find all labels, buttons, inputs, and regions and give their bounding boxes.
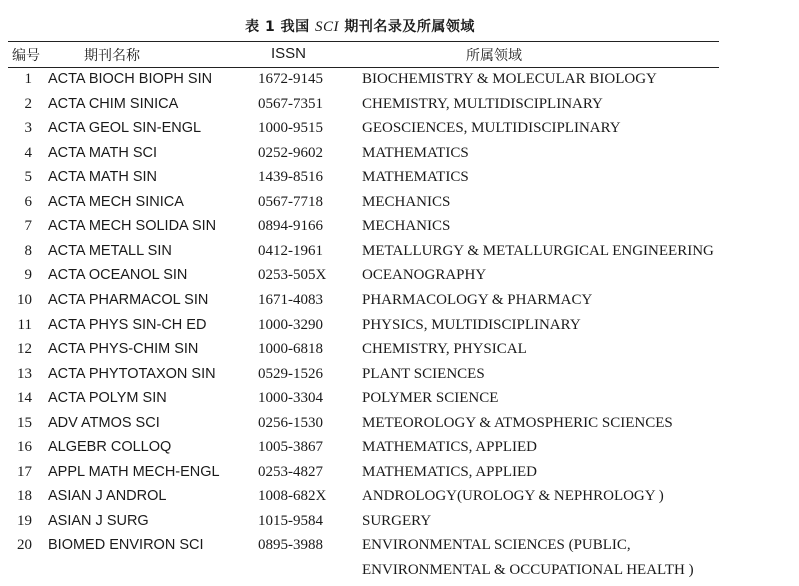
row-issn: 1008-682X bbox=[258, 488, 327, 505]
row-journal-name: ACTA PHYTOTAXON SIN bbox=[48, 365, 216, 382]
row-journal-name: ACTA PHARMACOL SIN bbox=[48, 291, 209, 308]
row-journal-name: ADV ATMOS SCI bbox=[48, 414, 160, 431]
row-field: MATHEMATICS, APPLIED bbox=[362, 463, 538, 480]
caption-prefix: 表 1 我国 bbox=[245, 19, 315, 35]
row-issn: 0529-1526 bbox=[258, 365, 323, 382]
row-issn: 0895-3988 bbox=[258, 537, 323, 554]
row-issn: 0256-1530 bbox=[258, 414, 323, 431]
row-number: 1 bbox=[24, 71, 32, 87]
row-journal-name: ACTA BIOCH BIOPH SIN bbox=[48, 71, 213, 87]
row-number: 3 bbox=[24, 120, 32, 137]
row-journal-name: BIOMED ENVIRON SCI bbox=[48, 537, 204, 554]
row-issn: 1000-3290 bbox=[258, 316, 323, 333]
row-number: 14 bbox=[17, 390, 32, 407]
row-field: ENVIRONMENTAL & OCCUPATIONAL HEALTH ) bbox=[362, 562, 694, 578]
row-journal-name: ACTA OCEANOL SIN bbox=[48, 267, 188, 284]
row-journal-name: ACTA PHYS SIN-CH ED bbox=[48, 316, 207, 333]
row-field: METEOROLOGY & ATMOSPHERIC SCIENCES bbox=[362, 414, 673, 431]
row-field: BIOCHEMISTRY & MOLECULAR BIOLOGY bbox=[362, 71, 657, 87]
row-field: MECHANICS bbox=[362, 218, 451, 235]
row-number: 18 bbox=[17, 488, 32, 505]
row-number: 5 bbox=[24, 169, 32, 186]
row-field: POLYMER SCIENCE bbox=[362, 390, 499, 407]
row-issn: 0567-7351 bbox=[258, 95, 323, 112]
caption-suffix: 期刊名录及所属领域 bbox=[339, 19, 475, 35]
row-journal-name: ACTA GEOL SIN-ENGL bbox=[48, 120, 202, 137]
row-field: ANDROLOGY(UROLOGY & NEPHROLOGY ) bbox=[362, 488, 664, 505]
row-field: ENVIRONMENTAL SCIENCES (PUBLIC, bbox=[362, 537, 631, 554]
row-journal-name: APPL MATH MECH-ENGL bbox=[48, 463, 220, 480]
row-journal-name: ALGEBR COLLOQ bbox=[48, 439, 172, 456]
row-field: PHARMACOLOGY & PHARMACY bbox=[362, 291, 593, 308]
row-number: 8 bbox=[24, 242, 32, 259]
row-field: METALLURGY & METALLURGICAL ENGINEERING bbox=[362, 242, 714, 259]
row-number: 2 bbox=[24, 95, 32, 112]
row-journal-name: ACTA METALL SIN bbox=[48, 242, 172, 259]
row-issn: 0412-1961 bbox=[258, 242, 323, 259]
row-issn: 1672-9145 bbox=[258, 71, 323, 87]
row-number: 4 bbox=[24, 144, 32, 161]
row-field: MATHEMATICS, APPLIED bbox=[362, 439, 538, 456]
row-number: 16 bbox=[17, 439, 32, 456]
header-journal-name: 期刊名称 bbox=[84, 48, 140, 64]
row-field: GEOSCIENCES, MULTIDISCIPLINARY bbox=[362, 120, 621, 137]
row-issn: 0253-4827 bbox=[258, 463, 323, 480]
row-journal-name: ASIAN J ANDROL bbox=[48, 488, 167, 505]
row-journal-name: ASIAN J SURG bbox=[48, 512, 149, 529]
row-issn: 0253-505X bbox=[258, 267, 327, 284]
row-field: CHEMISTRY, MULTIDISCIPLINARY bbox=[362, 95, 603, 112]
row-number: 15 bbox=[17, 414, 32, 431]
row-number: 19 bbox=[17, 512, 32, 529]
row-number: 6 bbox=[24, 193, 32, 210]
row-journal-name: ACTA CHIM SINICA bbox=[48, 95, 179, 112]
row-journal-name: ACTA MATH SIN bbox=[48, 169, 158, 186]
header-number: 编号 bbox=[12, 48, 40, 64]
row-number: 7 bbox=[24, 218, 32, 235]
table-top-rule bbox=[8, 41, 719, 42]
row-journal-name: ACTA PHYS-CHIM SIN bbox=[48, 341, 199, 358]
row-issn: 1439-8516 bbox=[258, 169, 323, 186]
row-journal-name: ACTA POLYM SIN bbox=[48, 390, 167, 407]
row-issn: 0567-7718 bbox=[258, 193, 323, 210]
row-number: 12 bbox=[17, 341, 32, 358]
row-field: PLANT SCIENCES bbox=[362, 365, 485, 382]
row-field: PHYSICS, MULTIDISCIPLINARY bbox=[362, 316, 581, 333]
table-caption bbox=[0, 16, 720, 36]
row-issn: 0894-9166 bbox=[258, 218, 323, 235]
row-field: SURGERY bbox=[362, 512, 432, 529]
row-issn: 1000-9515 bbox=[258, 120, 323, 137]
row-number: 10 bbox=[17, 291, 32, 308]
row-number: 11 bbox=[17, 316, 32, 333]
row-journal-name: ACTA MATH SCI bbox=[48, 144, 158, 161]
row-field: OCEANOGRAPHY bbox=[362, 267, 487, 284]
row-issn: 0252-9602 bbox=[258, 144, 323, 161]
header-field: 所属领域 bbox=[466, 48, 522, 64]
row-issn: 1005-3867 bbox=[258, 439, 323, 456]
row-field: MATHEMATICS bbox=[362, 169, 469, 186]
header-issn: ISSN bbox=[271, 45, 307, 62]
row-number: 20 bbox=[17, 537, 32, 554]
row-journal-name: ACTA MECH SOLIDA SIN bbox=[48, 218, 217, 235]
row-issn: 1000-3304 bbox=[258, 390, 323, 407]
caption-sci: SCI bbox=[315, 19, 339, 35]
row-number: 17 bbox=[17, 463, 32, 480]
row-number: 13 bbox=[17, 365, 32, 382]
row-field: MATHEMATICS bbox=[362, 144, 469, 161]
row-field: CHEMISTRY, PHYSICAL bbox=[362, 341, 527, 358]
row-field: MECHANICS bbox=[362, 193, 451, 210]
row-number: 9 bbox=[24, 267, 32, 284]
row-issn: 1671-4083 bbox=[258, 291, 323, 308]
table-header-rule bbox=[8, 67, 719, 68]
row-issn: 1000-6818 bbox=[258, 341, 323, 358]
row-journal-name: ACTA MECH SINICA bbox=[48, 193, 184, 210]
row-issn: 1015-9584 bbox=[258, 512, 323, 529]
